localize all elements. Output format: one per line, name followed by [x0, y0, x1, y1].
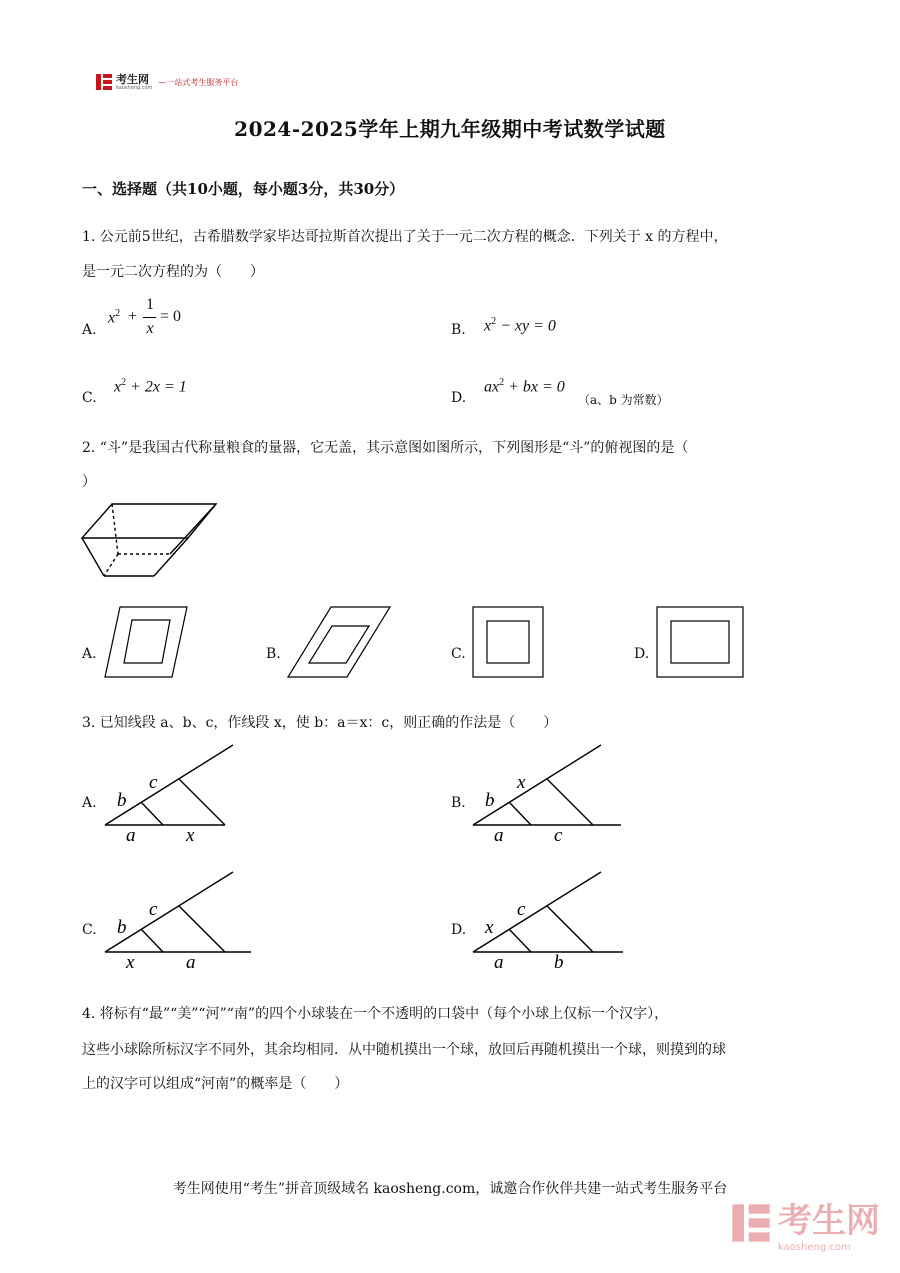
q3-a-top-label: c — [149, 772, 158, 793]
q1-text-line1: 1. 公元前5世纪，古希腊数学家毕达哥拉斯首次提出了关于一元二次方程的概念．下列关于 x 的方程中， — [82, 229, 728, 245]
watermark — [730, 1193, 880, 1253]
q3-b-right-label: c — [554, 825, 563, 846]
watermark-logo-icon — [730, 1202, 772, 1244]
q3-option-b-figure — [468, 740, 628, 848]
q3-option-a-figure — [100, 740, 250, 848]
dou-figure — [80, 500, 220, 582]
q3-c-side-label: b — [117, 917, 127, 938]
logo-name: 考生网 — [116, 72, 149, 86]
q3-d-left-label: a — [494, 952, 504, 973]
q3-d-right-label: b — [554, 952, 564, 973]
q3-option-c-label: C. — [82, 922, 97, 938]
q3-option-d-label: D. — [451, 922, 467, 938]
q4-text-line2: 这些小球除所标汉字不同外，其余均相同．从中随机摸出一个球，放回后再随机摸出一个球，则摸到的球 — [82, 1042, 726, 1058]
q3-option-d-figure — [468, 867, 628, 975]
q3-c-right-label: a — [186, 952, 196, 973]
section-heading: 一、选择题（共10小题，每小题3分，共30分） — [82, 180, 405, 198]
page-title: 2024-2025学年上期九年级期中考试数学试题 — [234, 117, 666, 141]
q4-text-line3: 上的汉字可以组成“河南”的概率是（ ） — [82, 1076, 349, 1092]
q3-a-left-label: a — [126, 825, 136, 846]
logo-domain: kaosheng.com — [116, 84, 153, 91]
q2-text-line1: 2. “斗”是我国古代称量粮食的量器，它无盖，其示意图如图所示，下列图形是“斗”的俯视图的是（ — [82, 440, 689, 456]
q1-option-a-formula: $x^2$ + 1 x = 0 — [108, 296, 182, 337]
q2-option-b-label: B. — [266, 646, 281, 662]
q3-text-line1: 3. 已知线段 a、b、c，作线段 x，使 b：a＝x：c，则正确的作法是（ ） — [82, 715, 558, 731]
q3-d-side-label: x — [485, 917, 494, 938]
q2-option-c-figure — [472, 606, 544, 678]
q3-option-a-label: A. — [82, 795, 97, 811]
q4-text-line1: 4. 将标有“最”“美”“河”“南”的四个小球装在一个不透明的口袋中（每个小球上仅标一个汉字）， — [82, 1006, 669, 1022]
q3-c-top-label: c — [149, 899, 158, 920]
watermark-domain: kaosheng.com — [778, 1242, 851, 1253]
q1-option-d-label: D. — [451, 390, 467, 406]
q3-a-side-label: b — [117, 790, 127, 811]
q3-a-right-label: x — [186, 825, 195, 846]
q1-option-c-label: C. — [82, 390, 97, 406]
q3-option-c-figure — [100, 867, 256, 975]
q1-option-a-label: A. — [82, 322, 97, 338]
q1-text-line2: 是一元二次方程的为（ ） — [82, 264, 264, 280]
q3-d-top-label: c — [517, 899, 526, 920]
q2-option-a-label: A. — [82, 646, 97, 662]
watermark-name: 考生网 — [778, 1201, 880, 1241]
q3-b-side-label: b — [485, 790, 495, 811]
logo-slogan: —一站式考生服务平台 — [158, 77, 239, 87]
q1-option-c-formula: $x^2 + 2x = 1$ — [114, 377, 187, 396]
page-footer: 考生网使用“考生”拼音顶级域名 kaosheng.com，诚邀合作伙伴共建一站式考生服务平台 — [172, 1181, 728, 1197]
q3-option-b-label: B. — [451, 795, 466, 811]
q2-option-d-figure — [656, 606, 744, 678]
q2-option-d-label: D. — [634, 646, 650, 662]
q1-option-d-note: （a、b 为常数） — [578, 393, 669, 407]
q2-option-c-label: C. — [451, 646, 466, 662]
q3-c-left-label: x — [126, 952, 135, 973]
kaosheng-logo-icon — [95, 73, 113, 91]
q1-option-b-formula: $x^2$ − xy = 0 — [484, 316, 556, 335]
q2-option-b-figure — [287, 606, 391, 678]
q3-b-left-label: a — [494, 825, 504, 846]
header-logo — [95, 72, 238, 92]
q1-option-d-formula: $ax^2$ + bx = 0 — [484, 377, 565, 396]
q2-text-line2: ） — [82, 474, 96, 490]
q3-b-top-label: x — [517, 772, 526, 793]
q1-option-b-label: B. — [451, 322, 466, 338]
q2-option-a-figure — [104, 606, 188, 678]
